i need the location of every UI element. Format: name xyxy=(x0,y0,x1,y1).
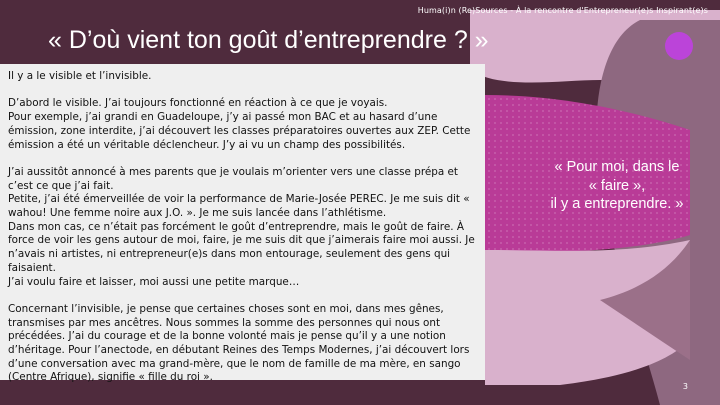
body-paragraph: Concernant l’invisible, je pense que certaines choses sont en moi, dans mes gênes, transmises par mes ancêtres. Nous sommes la somme des personnes qui nous ont précédées. J’ai du courage et de la bonne volonté mais je pense qu’il y a une notion d’héritage. Pour l’anectode, en débutant Reines des Temps Modernes, j’ai découvert lors d’une conversation avec ma grand-mère, que le nom de famille de ma mère, en sango (Centre Afrique), signifie « fille du roi ». xyxy=(8,302,470,384)
body-text-box xyxy=(0,64,485,384)
deco-dot xyxy=(665,32,693,60)
page-title: « D’où vient ton goût d’entreprendre ? » xyxy=(48,26,489,54)
body-paragraph: Il y a le visible et l’invisible. xyxy=(8,70,152,82)
pull-quote: « Pour moi, dans le « faire », il y a entreprendre. » xyxy=(550,159,684,212)
body-paragraph: D’abord le visible. J’ai toujours fonctionné en réaction à ce que je voyais. Pour exemple, j’ai grandi en Guadeloupe, j’y ai passé mon BAC et au hasard d’une émission, zone interdite, j’ai découvert les classes préparatoires ouvertes aux ZEP. Cette émission a été un véritable déclencheur. J’y ai vu un champ des possibilités. xyxy=(8,97,471,151)
page-number: 3 xyxy=(682,382,688,391)
body-paragraph: J’ai aussitôt annoncé à mes parents que je voulais m’orienter vers une classe prépa et c’est ce que j’ai fait. Petite, j’ai été émerveillée de voir la performance de Marie-Josée PEREC. Je me suis dit « wahou! Une femme noire aux J.O. ». Je me suis lancée dans l’athlétisme. Dans mon cas, ce n’était pas forcément le goût d’entreprendre, mais le goût de faire. À force de voir les gens autour de moi, faire, je me suis dit que j’aimerais faire moi aussi. Je n’avais ni artistes, ni entrepreneur(e)s dans mon entourage, seulement des gens qui faisaient. J’ai voulu faire et laisser, moi aussi une petite marque… xyxy=(8,165,475,288)
header-text: Huma(i)n (Re)Sources - À la rencontre d'Entrepreneur(e)s Inspirant(e)s xyxy=(417,6,708,15)
